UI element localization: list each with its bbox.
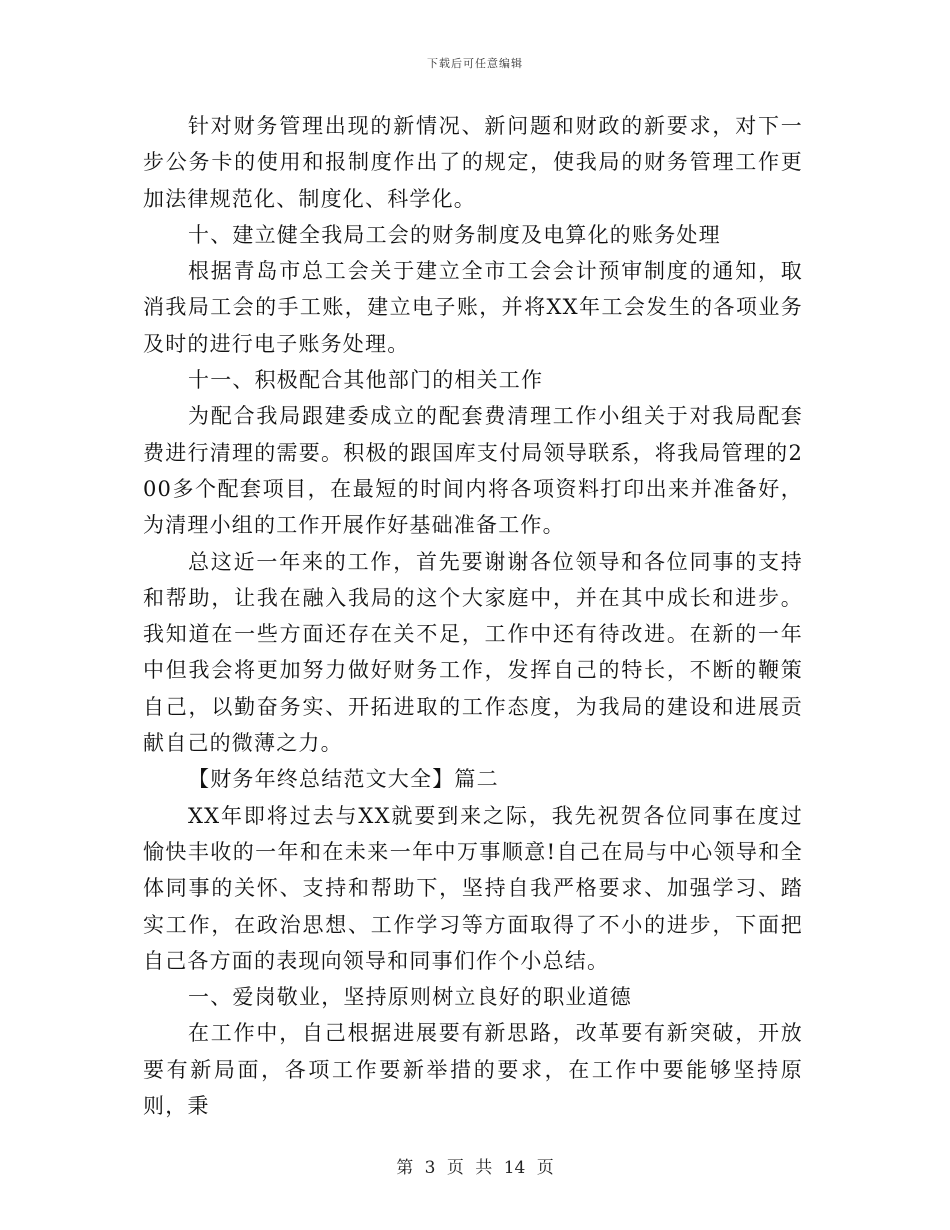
paragraph: 根据青岛市总工会关于建立全市工会会计预审制度的通知，取消我局工会的手工账，建立电子账，并将XX年工会发生的各项业务及时的进行电子账务处理。 (143, 259, 803, 356)
section-heading: 一、爱岗敬业，坚持原则树立良好的职业道德 (188, 985, 632, 1010)
page-number-footer: 第 3 页 共 14 页 (396, 1158, 554, 1178)
paragraph: 针对财务管理出现的新情况、新问题和财政的新要求，对下一步公务卡的使用和报制度作出了的规定，使我局的财务管理工作更加法律规范化、制度化、科学化。 (143, 114, 803, 211)
paragraph: 为配合我局跟建委成立的配套费清理工作小组关于对我局配套费进行清理的需要。积极的跟国库支付局领导联系，将我局管理的200多个配套项目，在最短的时间内将各项资料打印出来并准备好，为清理小组的工作开展作好基础准备工作。 (143, 404, 803, 538)
section-heading: 十一、积极配合其他部门的相关工作 (188, 368, 544, 393)
document-body (143, 108, 803, 1124)
paragraph: XX年即将过去与XX就要到来之际，我先祝贺各位同事在度过愉快丰收的一年和在未来一年中万事顺意!自己在局与中心领导和全体同事的关怀、支持和帮助下，坚持自我严格要求、加强学习、踏实工作，在政治思想、工作学习等方面取得了不小的进步，下面把自己各方面的表现向领导和同事们作个小总结。 (143, 803, 803, 973)
paragraph: 总这近一年来的工作，首先要谢谢各位领导和各位同事的支持和帮助，让我在融入我局的这个大家庭中，并在其中成长和进步。我知道在一些方面还存在关不足，工作中还有待改进。在新的一年中但我会将更加努力做好财务工作，发挥自己的特长，不断的鞭策自己，以勤奋务实、开拓进取的工作态度，为我局的建设和进展贡献自己的微薄之力。 (143, 549, 803, 756)
page-header-note: 下载后可任意编辑 (427, 57, 523, 70)
section-heading: 十、建立健全我局工会的财务制度及电算化的账务处理 (188, 222, 721, 247)
article-title: 【财务年终总结范文大全】篇二 (188, 767, 499, 792)
paragraph: 在工作中，自己根据进展要有新思路，改革要有新突破，开放要有新局面，各项工作要新举措的要求，在工作中要能够坚持原则，秉 (143, 1021, 803, 1119)
